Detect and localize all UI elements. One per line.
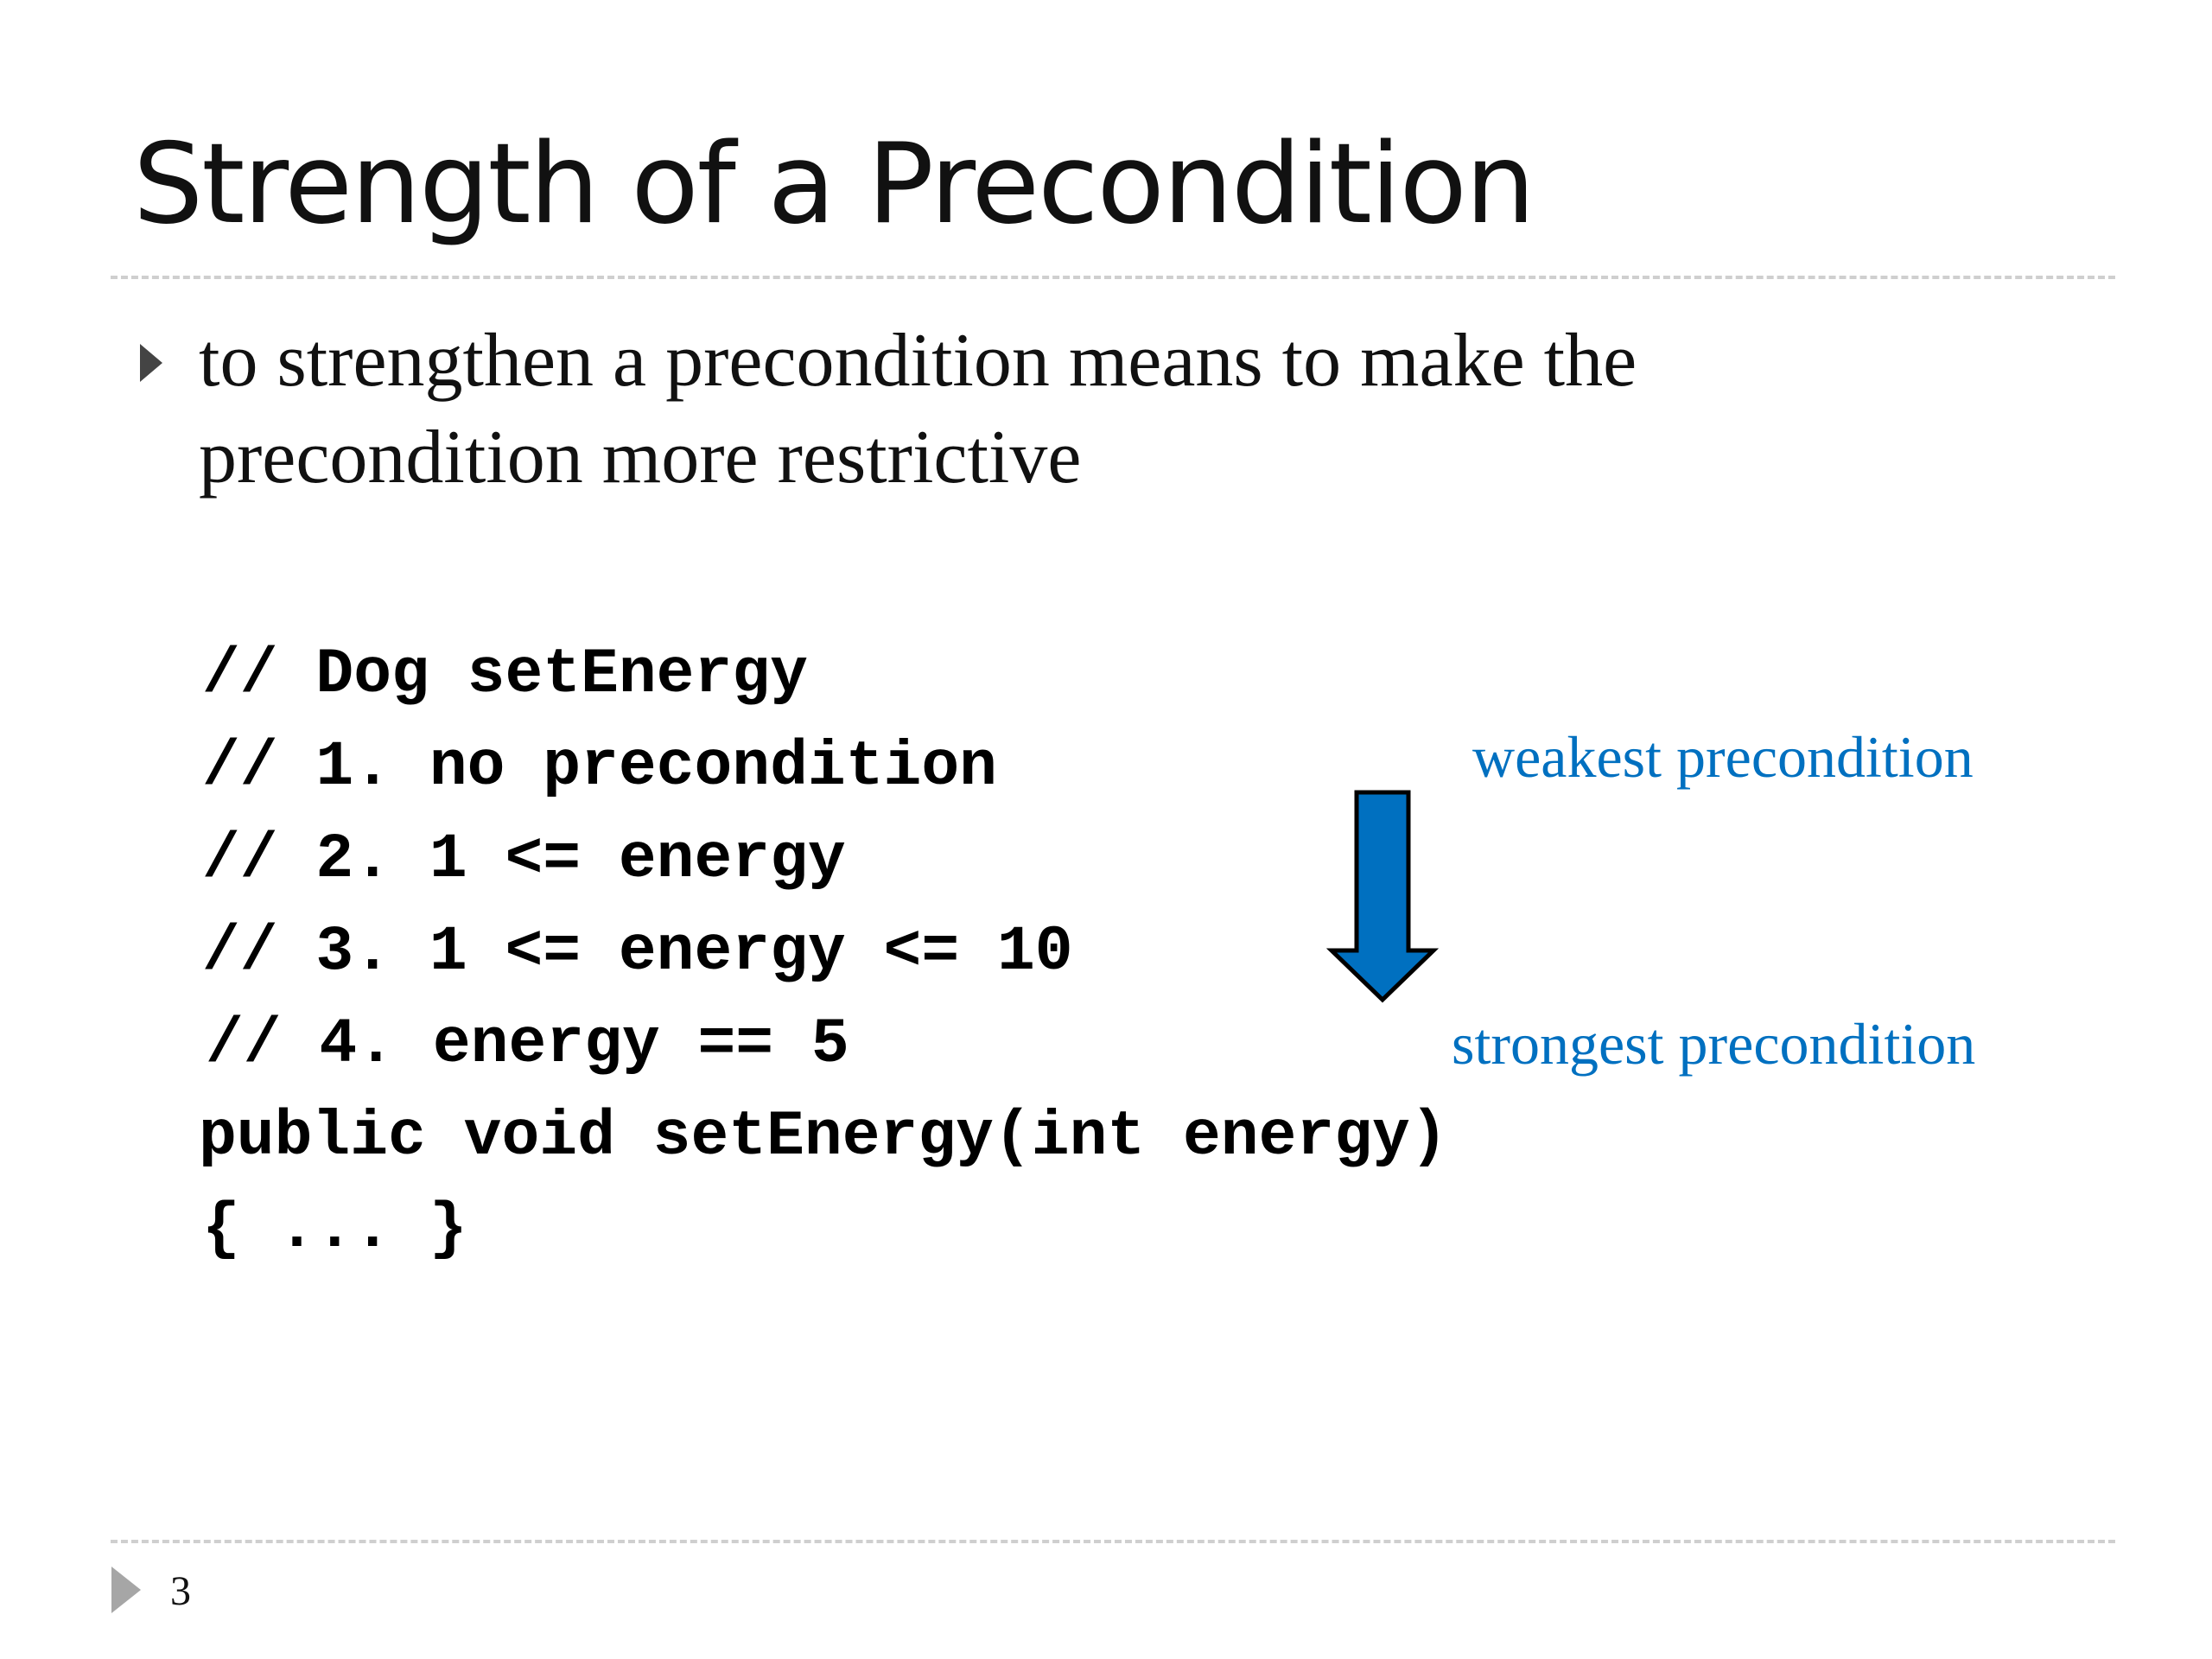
code-line-energy-equals: // 4. energy == 5 bbox=[206, 1008, 849, 1080]
page-number: 3 bbox=[170, 1568, 191, 1614]
code-line-method-body: { ... } bbox=[202, 1193, 467, 1265]
footer-divider bbox=[111, 1540, 2115, 1543]
title-divider bbox=[111, 276, 2115, 279]
code-line-energy-lower-bound: // 2. 1 <= energy bbox=[202, 823, 846, 895]
footer-triangle-icon bbox=[111, 1567, 141, 1613]
slide-title: Strength of a Precondition bbox=[133, 120, 1534, 249]
bullet-line-1: to strengthen a precondition means to make the bbox=[199, 319, 1637, 403]
down-arrow-shape bbox=[1332, 792, 1433, 1000]
weakest-precondition-label: weakest precondition bbox=[1472, 724, 1974, 790]
bullet-line-2: precondition more restrictive bbox=[199, 416, 1082, 499]
down-arrow-icon bbox=[1326, 788, 1439, 1004]
code-line-method-signature: public void setEnergy(int energy) bbox=[199, 1101, 1448, 1173]
bullet-triangle-icon bbox=[140, 344, 162, 382]
bullet-text bbox=[199, 313, 2100, 506]
code-line-dog-comment: // Dog setEnergy bbox=[202, 639, 808, 710]
code-line-energy-range: // 3. 1 <= energy <= 10 bbox=[202, 916, 1073, 988]
strongest-precondition-label: strongest precondition bbox=[1452, 1011, 1976, 1077]
code-line-no-precondition: // 1. no precondition bbox=[202, 731, 997, 803]
